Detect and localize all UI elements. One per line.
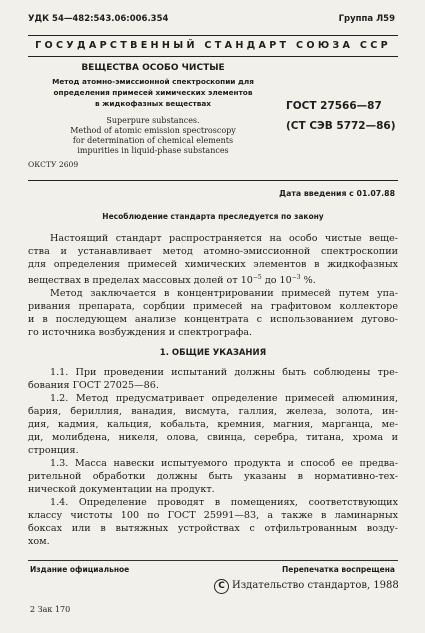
clause-line: 1.1. При проведении испытаний должны быть соблюдены тре-	[50, 367, 398, 378]
clause-line: нической документации на продукт.	[28, 484, 215, 495]
body-line: и в последующем анализе концентрата с использованием дугово-	[28, 314, 398, 325]
reprint-notice: Перепечатка воспрещена	[281, 565, 395, 574]
group-code: Группа Л59	[338, 14, 395, 24]
clause-line: стронция.	[28, 445, 79, 456]
divider	[28, 35, 398, 36]
body-line: ривания препарата, сорбции примесей на графитовом коллекторе	[28, 301, 398, 312]
copyright-icon: C	[214, 579, 229, 594]
subtitle-ru-line: определения примесей химических элементов	[53, 88, 253, 97]
section-title: 1. ОБЩИЕ УКАЗАНИЯ	[159, 348, 267, 358]
clause-line: ди, молибдена, никеля, олова, свинца, серебра, титана, хрома и	[28, 432, 398, 443]
clause-line: бования ГОСТ 27025—86.	[28, 380, 159, 391]
clause-line: классу чистоты 100 по ГОСТ 25991—83, а также в ламинарных	[28, 510, 398, 521]
body-line: для определения примесей химических элементов в жидкофазных	[28, 259, 398, 270]
legal-notice: Несоблюдение стандарта преследуется по закону	[102, 212, 324, 221]
divider	[28, 180, 398, 181]
subtitle-ru-line: Метод атомно-эмиссионной спектроскопии для	[52, 77, 254, 86]
clause-line: дия, кадмия, кальция, кобальта, кремния, магния, марганца, ме-	[28, 419, 398, 430]
edition-label: Издание официальное	[30, 565, 130, 574]
body-line: го источника возбуждения и спектрографа.	[28, 327, 253, 338]
clause-line: рительной обработки должны быть указаны в нормативно-тех-	[28, 471, 398, 482]
body-line: ства и устанавливает метод атомно-эмиссионной спектроскопии	[28, 246, 398, 257]
clause-line: 1.4. Определение проводят в помещениях, соответствующих	[50, 497, 398, 508]
state-standard-title: ГОСУДАРСТВЕННЫЙ СТАНДАРТ СОЮЗА ССР	[35, 40, 391, 51]
body-line: Настоящий стандарт распространяется на особо чистые веще-	[50, 233, 398, 244]
oksty-code: ОКСТУ 2609	[28, 160, 79, 169]
document-title-ru: ВЕЩЕСТВА ОСОБО ЧИСТЫЕ	[81, 63, 225, 73]
subtitle-ru-line: в жидкофазных веществах	[94, 99, 212, 108]
title-en-line: impurities in liquid-phase substances	[77, 146, 229, 155]
footer-divider	[28, 560, 398, 561]
title-en-line: Superpure substances.	[106, 116, 200, 125]
clause-line: боксах или в вытяжных устройствах с отфильтрованным возду-	[28, 523, 398, 534]
order-number: 2 Зак 170	[30, 605, 71, 614]
title-en-line: for determination of chemical elements	[72, 136, 234, 145]
udk-code: УДК 54—482:543.06:006.354	[28, 14, 169, 24]
gost-number: ГОСТ 27566—87	[286, 100, 382, 112]
clause-line: 1.3. Масса навески испытуемого продукта и способ ее предва-	[50, 458, 398, 469]
clause-line: 1.2. Метод предусматривает определение примесей алюминия,	[50, 393, 398, 404]
divider	[28, 56, 398, 57]
clause-line: бария, бериллия, ванадия, висмута, галлия, железа, золота, ин-	[28, 406, 398, 417]
introduction-date: Дата введения с 01.07.88	[279, 189, 395, 198]
body-line: Метод заключается в концентрировании примесей путем упа-	[50, 288, 398, 299]
body-line-range: веществах в пределах массовых долей от $10^{-5}$ до $10^{-3}$ %.	[28, 274, 316, 287]
publisher-name: Издательство стандартов, 1988	[232, 580, 399, 591]
clause-line: хом.	[28, 536, 50, 547]
gost-sev-number: (СТ СЭВ 5772—86)	[286, 120, 396, 132]
title-en-line: Method of atomic emission spectroscopy	[70, 126, 236, 135]
